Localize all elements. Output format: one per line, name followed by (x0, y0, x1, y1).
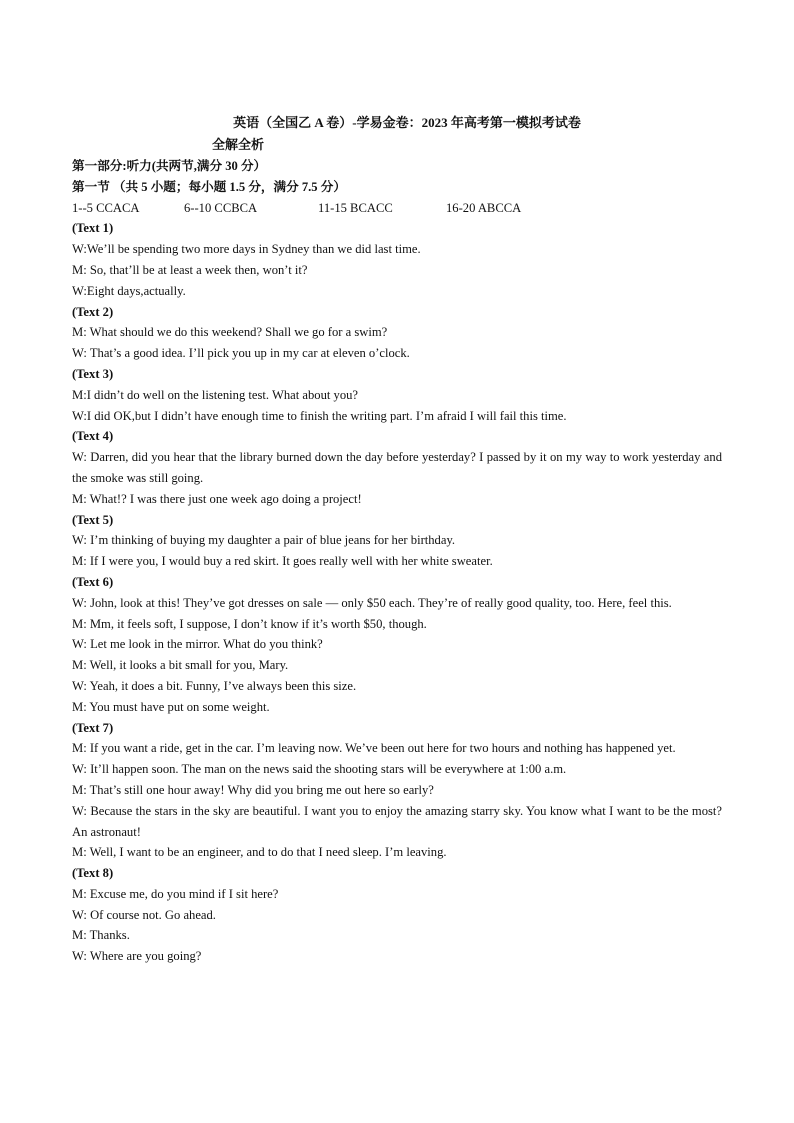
dialogue-line: M: Mm, it feels soft, I suppose, I don’t know if it’s worth $50, though. (72, 616, 427, 631)
text-heading: (Text 7) (72, 720, 114, 735)
dialogue-line: W: I’m thinking of buying my daughter a pair of blue jeans for her birthday. (72, 533, 456, 548)
dialogue-line: M: Well, it looks a bit small for you, Mary. (72, 658, 289, 673)
dialogue-line: W: Where are you going? (72, 949, 202, 964)
dialogue-line: W: It’ll happen soon. The man on the news said the shooting stars will be everywhere at 1:00 a.m. (72, 762, 567, 777)
text-heading: (Text 1) (72, 221, 114, 236)
dialogue-line: M: That’s still one hour away! Why did you bring me out here so early? (72, 782, 434, 797)
dialogue-line: W: John, look at this! They’ve got dresses on sale — only $50 each. They’re of really good quality, too. Here, feel this. (72, 595, 672, 610)
dialogue-line: W:I did OK,but I didn’t have enough time to finish the writing part. I’m afraid I will fail this time. (72, 408, 567, 423)
text-heading: (Text 3) (72, 366, 114, 381)
dialogue-line: M: Excuse me, do you mind if I sit here? (72, 886, 279, 901)
document-subtitle: 全解全析 (212, 137, 265, 152)
dialogue-line: W:Eight days,actually. (72, 283, 186, 298)
answer-group: 11-15 BCACC (318, 200, 393, 215)
answer-group: 16-20 ABCCA (446, 200, 522, 215)
dialogue-line: W: Of course not. Go ahead. (72, 907, 216, 922)
document-page (72, 112, 722, 967)
document-title: 英语（全国乙 A 卷）-学易金卷：2023 年高考第一模拟考试卷 (233, 115, 581, 130)
text-heading: (Text 2) (72, 304, 114, 319)
dialogue-line: W: Because the stars in the sky are beautiful. I want you to enjoy the amazing starry sky. You know what I want to be the most? An astronaut! (72, 803, 722, 839)
dialogue-line: W: Darren, did you hear that the library burned down the day before yesterday? I passed by it on my way to work yesterday and the smoke was still going. (72, 450, 722, 485)
dialogue-line: M: What!? I was there just one week ago doing a project! (72, 491, 362, 506)
text-heading: (Text 6) (72, 574, 114, 589)
dialogue-line: M: So, that’ll be at least a week then, won’t it? (72, 262, 308, 277)
text-heading: (Text 5) (72, 512, 114, 527)
dialogue-line: W: Yeah, it does a bit. Funny, I’ve always been this size. (72, 678, 357, 693)
dialogue-line: M: Well, I want to be an engineer, and to do that I need sleep. I’m leaving. (72, 845, 447, 860)
dialogue-line: W: That’s a good idea. I’ll pick you up in my car at eleven o’clock. (72, 346, 410, 361)
part-heading: 第一部分:听力(共两节,满分 30 分） (72, 159, 267, 173)
answer-group: 6--10 CCBCA (184, 200, 258, 215)
section-heading: 第一节 （共 5 小题；每小题 1.5 分，满分 7.5 分） (72, 179, 346, 194)
text-heading: (Text 8) (72, 866, 114, 881)
dialogue-line: W: Let me look in the mirror. What do you think? (72, 637, 323, 652)
dialogue-line: M: If you want a ride, get in the car. I’m leaving now. We’ve been out here for two hours and nothing has happened yet. (72, 741, 676, 756)
dialogue-line: M: You must have put on some weight. (72, 699, 270, 714)
text-heading: (Text 4) (72, 429, 114, 444)
dialogue-line: M:I didn’t do well on the listening test. What about you? (72, 387, 359, 402)
dialogue-line: M: Thanks. (72, 928, 130, 943)
answer-group: 1--5 CCACA (72, 200, 140, 215)
dialogue-line: M: What should we do this weekend? Shall we go for a swim? (72, 325, 388, 340)
transcript (72, 218, 722, 967)
dialogue-line: W:We’ll be spending two more days in Sydney than we did last time. (72, 242, 421, 257)
dialogue-line: M: If I were you, I would buy a red skirt. It goes really well with her white sweater. (72, 554, 493, 569)
answer-key (72, 198, 722, 219)
